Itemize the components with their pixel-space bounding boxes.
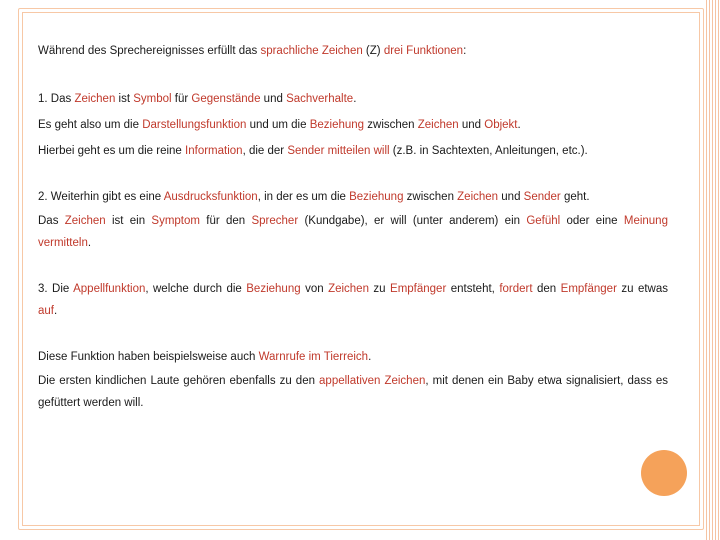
text: (z.B. in Sachtexten, Anleitungen, etc.). — [389, 145, 588, 157]
highlight: Empfänger — [560, 283, 617, 295]
highlight: Zeichen — [74, 93, 116, 105]
highlight: Symbol — [133, 93, 172, 105]
highlight: Sprecher — [251, 215, 299, 227]
highlight: Information — [185, 145, 243, 157]
highlight: Beziehung — [349, 191, 404, 203]
slide-content — [38, 40, 668, 414]
text: ist — [115, 93, 134, 105]
function-3-example — [38, 346, 668, 368]
text: und — [498, 191, 524, 203]
highlight: Sender — [523, 191, 561, 203]
text: zwischen — [403, 191, 458, 203]
decorative-circle — [641, 450, 687, 496]
text: entsteht, — [446, 283, 500, 295]
text: und — [260, 93, 287, 105]
highlight: Gegenstände — [191, 93, 261, 105]
text: . — [517, 119, 521, 131]
decorative-stripes — [706, 0, 720, 540]
highlight: appellativen Zeichen — [319, 375, 426, 387]
text: (Z) — [362, 45, 384, 57]
highlight: Beziehung — [246, 283, 301, 295]
text: 2. Weiterhin gibt es eine — [38, 191, 164, 203]
text: zu — [368, 283, 391, 295]
text: zu etwas — [616, 283, 669, 295]
highlight: Zeichen — [417, 119, 459, 131]
function-3-heading — [38, 278, 668, 322]
highlight: Objekt — [484, 119, 518, 131]
text: : — [463, 45, 467, 57]
text: oder eine — [560, 215, 624, 227]
text: für den — [199, 215, 252, 227]
text: . — [353, 93, 357, 105]
highlight: Darstellungsfunktion — [142, 119, 247, 131]
highlight: Zeichen — [64, 215, 106, 227]
highlight: Appellfunktion — [73, 283, 146, 295]
text: Es geht also um die — [38, 119, 143, 131]
text: geht. — [560, 191, 590, 203]
text: 1. Das — [38, 93, 75, 105]
highlight: Beziehung — [309, 119, 365, 131]
text: Die ersten kindlichen Laute gehören ebenfalls zu den — [38, 375, 320, 387]
text: 3. Die — [38, 283, 74, 295]
highlight: Empfänger — [390, 283, 447, 295]
highlight: Meinung vermitteln — [38, 215, 668, 249]
highlight: Symptom — [151, 215, 200, 227]
highlight: Ausdrucksfunktion — [163, 191, 258, 203]
highlight: sprachliche Zeichen — [260, 45, 363, 57]
function-2-detail — [38, 210, 668, 254]
text: , die der — [242, 145, 288, 157]
highlight: Zeichen — [457, 191, 499, 203]
text: , mit denen ein Baby etwa signalisiert, dass es gefüttert werden will. — [38, 375, 668, 409]
text: , welche durch die — [145, 283, 247, 295]
text: und um die — [246, 119, 310, 131]
text: zwischen — [364, 119, 418, 131]
function-2-heading — [38, 186, 668, 208]
text: den — [532, 283, 561, 295]
text: Während des Sprechereignisses erfüllt das — [38, 45, 261, 57]
intro-paragraph — [38, 40, 668, 62]
text: Hierbei geht es um die reine — [38, 145, 186, 157]
highlight: Zeichen — [328, 283, 369, 295]
function-1-detail — [38, 114, 668, 136]
text: . — [54, 305, 58, 317]
text: ist ein — [105, 215, 152, 227]
text: für — [171, 93, 192, 105]
function-1-example — [38, 140, 668, 162]
highlight: Gefühl — [526, 215, 561, 227]
highlight: drei Funktionen — [383, 45, 464, 57]
highlight: auf — [38, 305, 54, 317]
highlight: Warnrufe im Tierreich — [258, 351, 369, 363]
function-3-baby-example — [38, 370, 668, 414]
text: und — [458, 119, 485, 131]
highlight: Sachverhalte — [286, 93, 354, 105]
text: Diese Funktion haben beispielsweise auch — [38, 351, 259, 363]
text: Das — [38, 215, 65, 227]
text: . — [368, 351, 372, 363]
highlight: fordert — [499, 283, 533, 295]
function-1-heading — [38, 88, 668, 110]
text: . — [87, 237, 92, 249]
text: , in der es um die — [257, 191, 350, 203]
text: von — [300, 283, 329, 295]
highlight: Sender mitteilen will — [287, 145, 390, 157]
text: (Kundgabe), er will (unter anderem) ein — [298, 215, 527, 227]
